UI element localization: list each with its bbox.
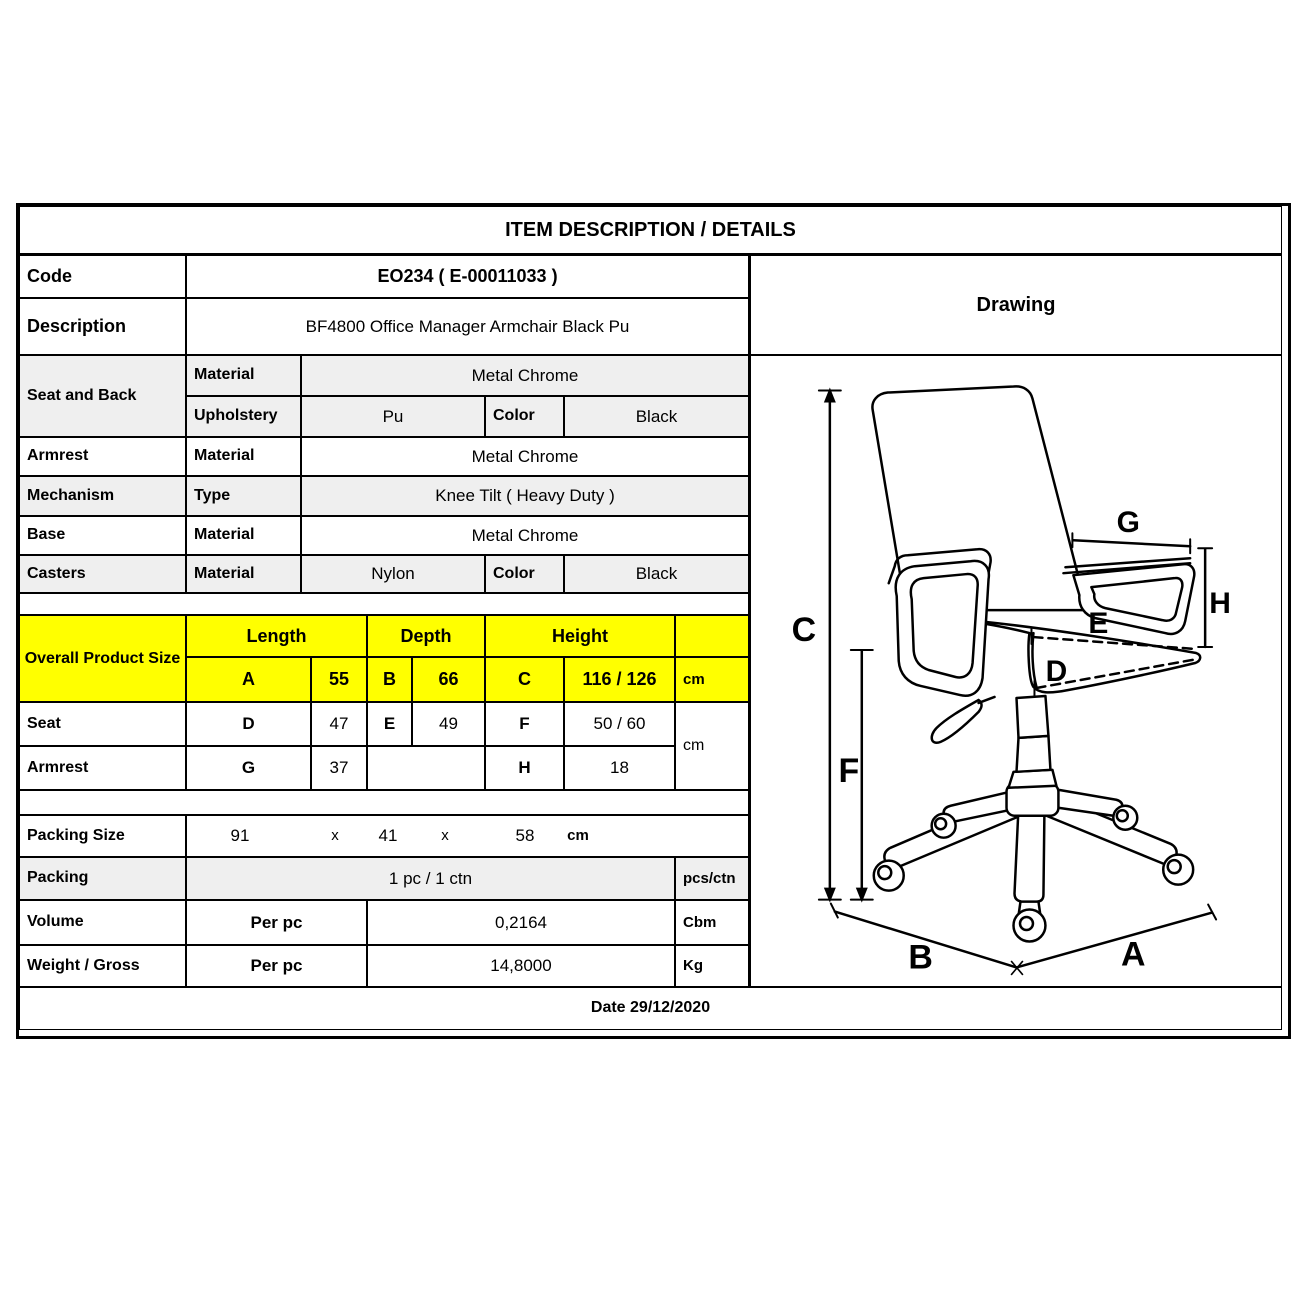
- mechanism-label: Mechanism: [19, 476, 186, 516]
- item-description-table: [16, 203, 1291, 1039]
- dim-f-value: 50 / 60: [564, 702, 675, 746]
- dim-b-key: B: [367, 657, 412, 702]
- packing-size-values: [186, 815, 749, 857]
- depth-header: Depth: [367, 615, 485, 657]
- chair-drawing: [751, 356, 1281, 986]
- volume-unit: Cbm: [675, 900, 749, 945]
- length-header: Length: [186, 615, 367, 657]
- label-e: E: [1088, 607, 1109, 641]
- dim-g-key: G: [186, 746, 311, 790]
- drawing-title: Drawing: [749, 255, 1282, 355]
- packing-size-v3: 58: [515, 826, 535, 845]
- seat-back-label: Seat and Back: [19, 355, 186, 437]
- rows-unit: cm: [675, 702, 749, 790]
- gas-lift-mid: [1016, 736, 1050, 772]
- seat-back-upholstery-value: Pu: [301, 396, 485, 437]
- armrest-label: Armrest: [19, 437, 186, 476]
- volume-key: Per pc: [186, 900, 367, 945]
- date-row: Date 29/12/2020: [19, 987, 1282, 1030]
- label-b: B: [908, 938, 933, 977]
- seat-back-material-key: Material: [186, 355, 301, 396]
- label-h: H: [1209, 587, 1231, 621]
- description-label: Description: [19, 298, 186, 355]
- packing-size-x2: x: [441, 827, 449, 844]
- dim-line-a: [1016, 905, 1216, 968]
- casters-label: Casters: [19, 555, 186, 593]
- volume-value: 0,2164: [367, 900, 675, 945]
- page-title: ITEM DESCRIPTION / DETAILS: [19, 206, 1282, 255]
- packing-size-x1: x: [331, 827, 339, 844]
- armrest-material-key: Material: [186, 437, 301, 476]
- seat-back-color-key: Color: [485, 396, 564, 437]
- caster-front: [1014, 902, 1046, 942]
- caster-left: [874, 861, 904, 891]
- base-material-key: Material: [186, 516, 301, 555]
- armrest-material-value: Metal Chrome: [301, 437, 749, 476]
- spacer-row: [19, 593, 749, 615]
- packing-unit: pcs/ctn: [675, 857, 749, 900]
- base-material-value: Metal Chrome: [301, 516, 749, 555]
- mechanism-type-value: Knee Tilt ( Heavy Duty ): [301, 476, 749, 516]
- label-d: D: [1045, 654, 1068, 688]
- dim-e-key: E: [367, 702, 412, 746]
- label-f: F: [838, 751, 860, 790]
- dim-h-key: H: [485, 746, 564, 790]
- overall-size-label: Overall Product Size: [19, 615, 186, 702]
- dim-apex-tick: [1012, 961, 1023, 974]
- casters-color-key: Color: [485, 555, 564, 593]
- label-c: C: [791, 611, 817, 650]
- packing-size-unit: cm: [567, 827, 589, 844]
- dim-e-value: 49: [412, 702, 485, 746]
- description-value: BF4800 Office Manager Armchair Black Pu: [186, 298, 749, 355]
- gas-lift-top: [1016, 696, 1048, 738]
- dim-line-c: [819, 388, 841, 903]
- drawing-cell: [749, 355, 1282, 987]
- label-g: G: [1116, 506, 1140, 540]
- mechanism-type-key: Type: [186, 476, 301, 516]
- spacer-row: [19, 790, 749, 815]
- packing-size-v1: 91: [230, 826, 250, 845]
- seat-row-label: Seat: [19, 702, 186, 746]
- dim-d-value: 47: [311, 702, 367, 746]
- dim-d-key: D: [186, 702, 311, 746]
- code-value: EO234 ( E-00011033 ): [186, 255, 749, 298]
- volume-label: Volume: [19, 900, 186, 945]
- caster-back-right: [1113, 806, 1137, 830]
- overall-unit: cm: [675, 657, 749, 702]
- dim-f-key: F: [485, 702, 564, 746]
- caster-right: [1163, 855, 1193, 885]
- weight-value: 14,8000: [367, 945, 675, 987]
- caster-back-left: [932, 814, 956, 838]
- seat-back-material-value: Metal Chrome: [301, 355, 749, 396]
- dim-a-value: 55: [311, 657, 367, 702]
- unit-header-empty: [675, 615, 749, 657]
- weight-unit: Kg: [675, 945, 749, 987]
- code-label: Code: [19, 255, 186, 298]
- casters-material-value: Nylon: [301, 555, 485, 593]
- base-leg-front: [1015, 808, 1045, 902]
- casters-material-key: Material: [186, 555, 301, 593]
- armrest-row-label: Armrest: [19, 746, 186, 790]
- casters-color-value: Black: [564, 555, 749, 593]
- height-header: Height: [485, 615, 675, 657]
- packing-value: 1 pc / 1 ctn: [186, 857, 675, 900]
- dim-g-value: 37: [311, 746, 367, 790]
- weight-label: Weight / Gross: [19, 945, 186, 987]
- packing-label: Packing: [19, 857, 186, 900]
- dim-a-key: A: [186, 657, 311, 702]
- seat-back-color-value: Black: [564, 396, 749, 437]
- empty-dim-cell: [367, 746, 485, 790]
- dim-b-value: 66: [412, 657, 485, 702]
- label-a: A: [1121, 935, 1146, 974]
- weight-key: Per pc: [186, 945, 367, 987]
- dim-c-key: C: [485, 657, 564, 702]
- packing-size-label: Packing Size: [19, 815, 186, 857]
- tilt-lever: [932, 700, 982, 743]
- packing-size-v2: 41: [378, 826, 398, 845]
- seat-back-upholstery-key: Upholstery: [186, 396, 301, 437]
- tilt-lever-link: [979, 697, 995, 703]
- dim-c-value: 116 / 126: [564, 657, 675, 702]
- dim-h-value: 18: [564, 746, 675, 790]
- base-label: Base: [19, 516, 186, 555]
